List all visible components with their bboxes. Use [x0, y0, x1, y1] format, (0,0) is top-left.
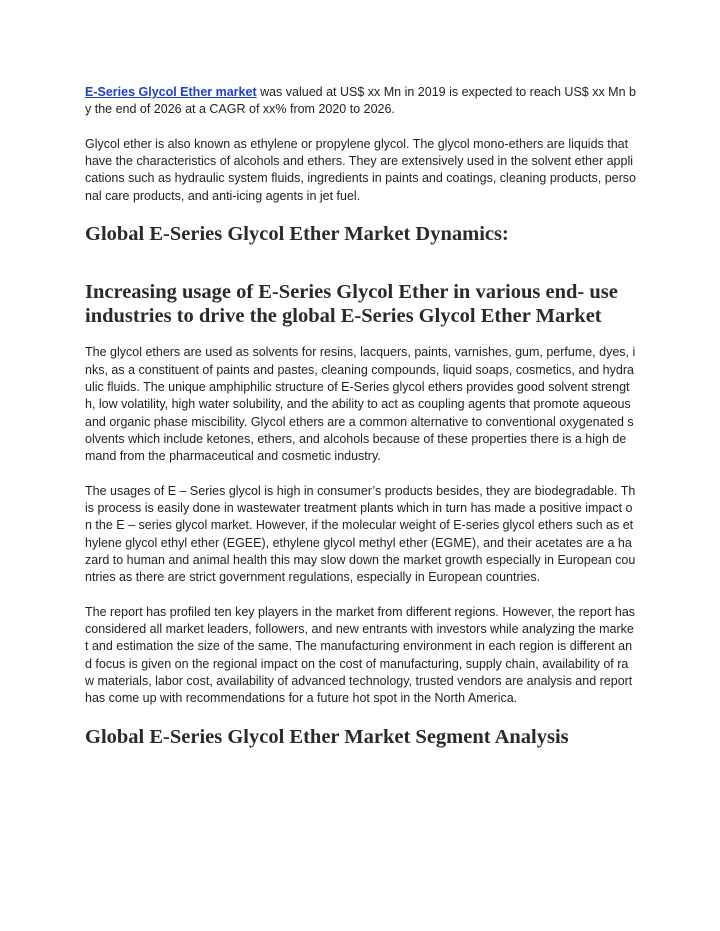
- document-content: [85, 84, 636, 749]
- solvents-paragraph: The glycol ethers are used as solvents for resins, lacquers, paints, varnishes, gum, perfume, dyes, inks, as a constituent of paints and pastes, cleaning compounds, liquid soaps, cosmetics, and hydraulic fluids. The unique amphiphilic structure of E-Series glycol ethers provides good solvent strength, low volatility, high water solubility, and the ability to act as coupling agents that promote aqueous and organic phase miscibility. Glycol ethers are a common alternative to conventional oxygenated solvents which include ketones, ethers, and alcohols because of these properties there is a high demand from the pharmaceutical and cosmetic industry.: [85, 345, 636, 464]
- definition-paragraph: Glycol ether is also known as ethylene or propylene glycol. The glycol mono-ethers are liquids that have the characteristics of alcohols and ethers. They are extensively used in the solvent ether applications such as hydraulic system fluids, ingredients in paints and coatings, cleaning products, personal care products, and anti-icing agents in jet fuel.: [85, 136, 636, 203]
- intro-text: was valued at US$ xx Mn in 2019 is expected to reach US$ xx Mn by the end of 2026 at a CAGR of xx% from 2020 to 2026.: [85, 85, 636, 117]
- heading-market-dynamics: Global E-Series Glycol Ether Market Dynamics:: [85, 223, 509, 246]
- heading-segment-analysis: Global E-Series Glycol Ether Market Segment Analysis: [85, 725, 569, 748]
- heading-increasing-usage: Increasing usage of E-Series Glycol Ether in various end- use industries to drive the global E-Series Glycol Ether Market: [85, 281, 618, 328]
- market-link[interactable]: E-Series Glycol Ether market: [85, 85, 257, 99]
- usages-paragraph: The usages of E – Series glycol is high in consumer’s products besides, they are biodegradable. This process is easily done in wastewater treatment plants which in turn has made a positive impact on the E – series glycol market. However, if the molecular weight of E-series glycol ethers such as ethylene glycol ethyl ether (EGEE), ethylene glycol methyl ether (EGME), and their acetates are a hazard to human and animal health this may slow down the market growth especially in European countries as there are strict government regulations, especially in European countries.: [85, 483, 636, 585]
- intro-paragraph: [85, 84, 636, 119]
- report-paragraph: The report has profiled ten key players in the market from different regions. However, the report has considered all market leaders, followers, and new entrants with investors while analyzing the market and estimation the size of the same. The manufacturing environment in each region is different and focus is given on the regional impact on the cost of manufacturing, supply chain, availability of raw materials, labor cost, availability of advanced technology, trusted vendors are analysis and report has come up with recommendations for a future hot spot in the North America.: [85, 604, 636, 706]
